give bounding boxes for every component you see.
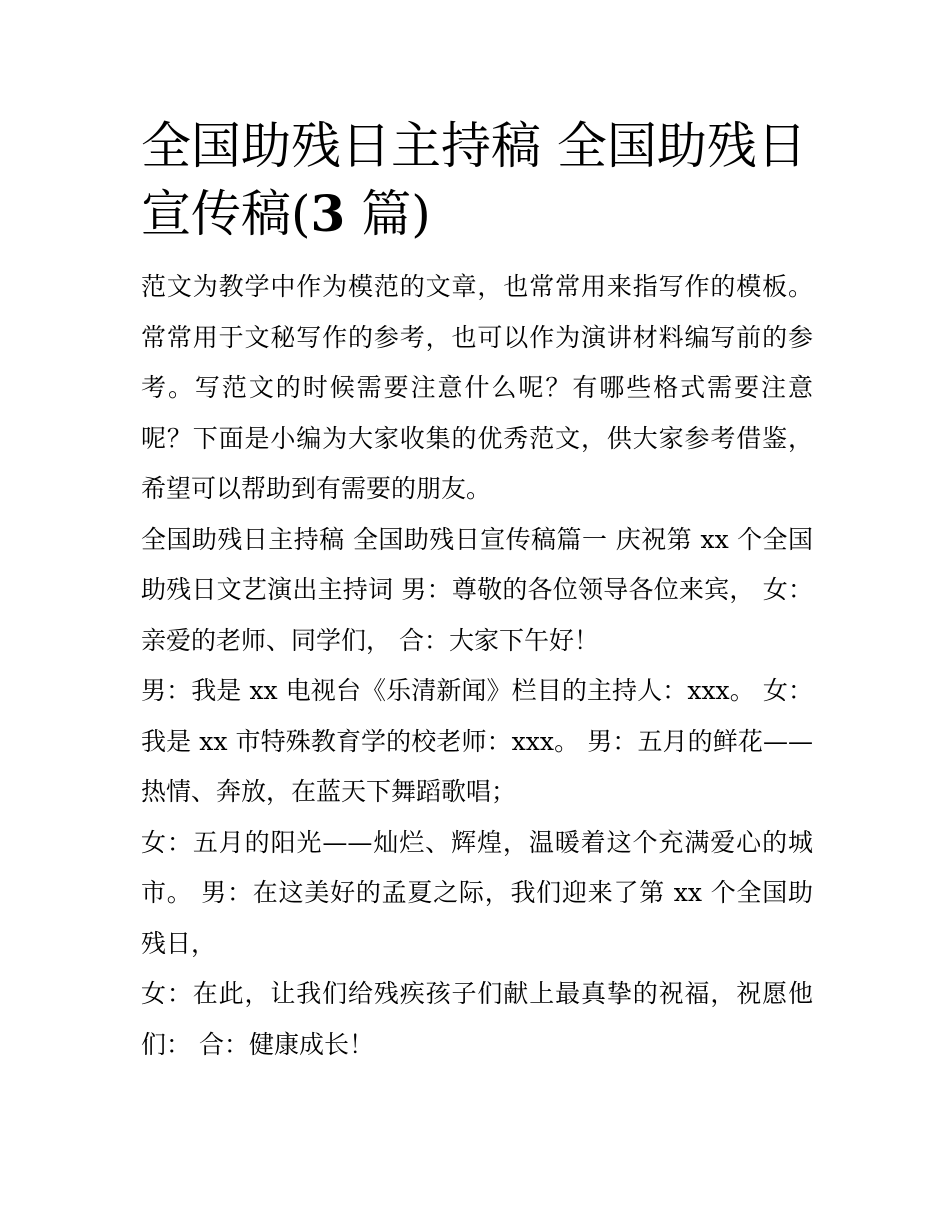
paragraph-intro: 范文为教学中作为模范的文章，也常常用来指写作的模板。常常用于文秘写作的参考，也可以作为演讲材料编写前的参考。写范文的时候需要注意什么呢？有哪些格式需要注意呢？下面是小编为大家收集的优秀范文，供大家参考借鉴，希望可以帮助到有需要的朋友。 <box>141 272 813 503</box>
document-title <box>141 112 813 248</box>
title-count: 3 <box>310 184 346 243</box>
paragraph-opening: 全国助残日主持稿 全国助残日宣传稿篇一 庆祝第 xx 个全国助残日文艺演出主持词 男：尊敬的各位领导各位来宾， 女：亲爱的老师、同学们， 合：大家下午好！ <box>141 524 813 655</box>
paragraph-may-sunshine: 女：五月的阳光——灿烂、辉煌，温暖着这个充满爱心的城市。 男：在这美好的孟夏之际，我们迎来了第 xx 个全国助残日， <box>141 827 813 958</box>
paragraph-host-intro: 男：我是 xx 电视台《乐清新闻》栏目的主持人：xxx。 女：我是 xx 市特殊教育学的校老师：xxx。 男：五月的鲜花——热情、奔放，在蓝天下舞蹈歌唱； <box>141 676 813 806</box>
title-text-part1: 全国助残日主持稿 全国助残日宣传稿( <box>141 117 807 243</box>
document-body <box>141 112 813 1070</box>
paragraph-blessing: 女：在此，让我们给残疾孩子们献上最真挚的祝福，祝愿他们： 合：健康成长！ <box>141 979 813 1059</box>
title-text-part2: 篇) <box>345 185 431 243</box>
